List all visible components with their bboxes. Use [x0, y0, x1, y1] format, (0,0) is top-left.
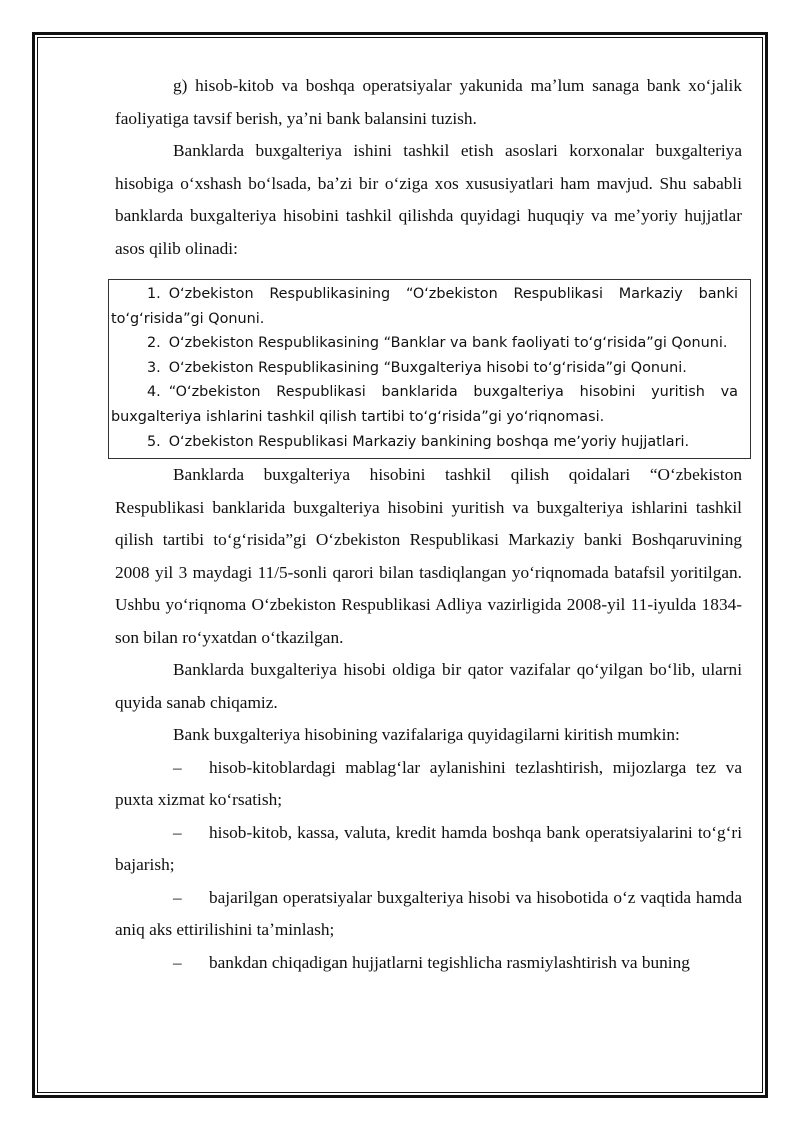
paragraph: g) hisob-kitob va boshqa operatsiyalar yakunida maʼlum sanaga bank xoʻjalik faoliyatiga tavsif berish, yaʼni bank balansini tuzish.	[115, 76, 742, 128]
task-text: bajarilgan operatsiyalar buxgalteriya hisobi va hisobotida oʻz vaqtida hamda aniq aks ettirilishini taʼminlash;	[115, 887, 742, 940]
paragraph: Banklarda buxgalteriya hisobini tashkil qilish qoidalari “Oʻzbekiston Respublikasi banklarida buxgalteriya hisobini yuritish va buxgalteriya ishlarini tashkil qilish tartibi toʻgʻrisida”gi Oʻzbekiston Respublikasi Markaziy banki Boshqaruvining 2008 yil 3 maydagi 11/5-sonli qarori bilan tasdiqlangan yoʻriqnomada batafsil yoritilgan. Ushbu yoʻriqnoma Oʻzbekiston Respublikasi Adliya vazirligida 2008-yil 11-iyulda 1834-son bilan roʻyxatdan oʻtkazilgan.	[115, 465, 742, 647]
task-text: hisob-kitob, kassa, valuta, kredit hamda boshqa bank operatsiyalarini toʻgʻri bajarish;	[115, 822, 742, 875]
list-item	[111, 331, 738, 356]
list-text: Oʻzbekiston Respublikasining “Banklar va bank faoliyati toʻgʻrisida”gi Qonuni.	[168, 335, 728, 352]
list-text: “Oʻzbekiston Respublikasi banklarida buxgalteriya hisobini yuritish va buxgalteriya ishlarini tashkil qilish tartibi toʻgʻrisida”gi yoʻriqnomasi.	[111, 384, 738, 425]
list-number: 1.	[147, 286, 161, 302]
list-number: 3.	[147, 359, 161, 376]
task-item	[115, 752, 742, 817]
list-text: Oʻzbekiston Respublikasining “Oʻzbekiston Respublikasi Markaziy banki toʻgʻrisida”gi Qonuni.	[111, 286, 738, 327]
task-item	[115, 947, 742, 980]
dash-marker: –	[173, 952, 182, 972]
dash-marker: –	[173, 757, 182, 777]
list-number: 5.	[147, 433, 161, 450]
document-body	[111, 70, 742, 979]
dash-marker: –	[173, 887, 182, 907]
list-item	[111, 282, 738, 331]
list-number: 2.	[147, 335, 161, 352]
task-item	[115, 817, 742, 882]
list-text: Oʻzbekiston Respublikasining “Buxgalteriya hisobi toʻgʻrisida”gi Qonuni.	[168, 359, 687, 376]
task-item	[115, 882, 742, 947]
list-item	[111, 380, 738, 429]
list-number: 4.	[147, 384, 161, 401]
list-text: Oʻzbekiston Respublikasi Markaziy bankining boshqa meʼyoriy hujjatlari.	[168, 433, 690, 450]
task-text: bankdan chiqadigan hujjatlarni tegishlicha rasmiylashtirish va buning	[209, 952, 690, 972]
paragraph: Banklarda buxgalteriya hisobi oldiga bir qator vazifalar qoʻyilgan boʻlib, ularni quyida sanab chiqamiz.	[115, 660, 742, 712]
paragraph: Bank buxgalteriya hisobining vazifalariga quyidagilarni kiritish mumkin:	[173, 725, 680, 745]
paragraph: Banklarda buxgalteriya ishini tashkil etish asoslari korxonalar buxgalteriya hisobiga oʻxshash boʻlsada, baʼzi bir oʻziga xos xususiyatlari ham mavjud. Shu sababli banklarda buxgalteriya hisobini tashkil qilishda quyidagi huquqiy va meʼyoriy hujjatlar asos qilib olinadi:	[115, 141, 742, 258]
legal-documents-box	[108, 279, 751, 459]
dash-marker: –	[173, 822, 182, 842]
list-item	[111, 356, 738, 381]
task-text: hisob-kitoblardagi mablagʻlar aylanishini tezlashtirish, mijozlarga tez va puxta xizmat koʻrsatish;	[115, 757, 742, 810]
list-item	[111, 430, 738, 455]
